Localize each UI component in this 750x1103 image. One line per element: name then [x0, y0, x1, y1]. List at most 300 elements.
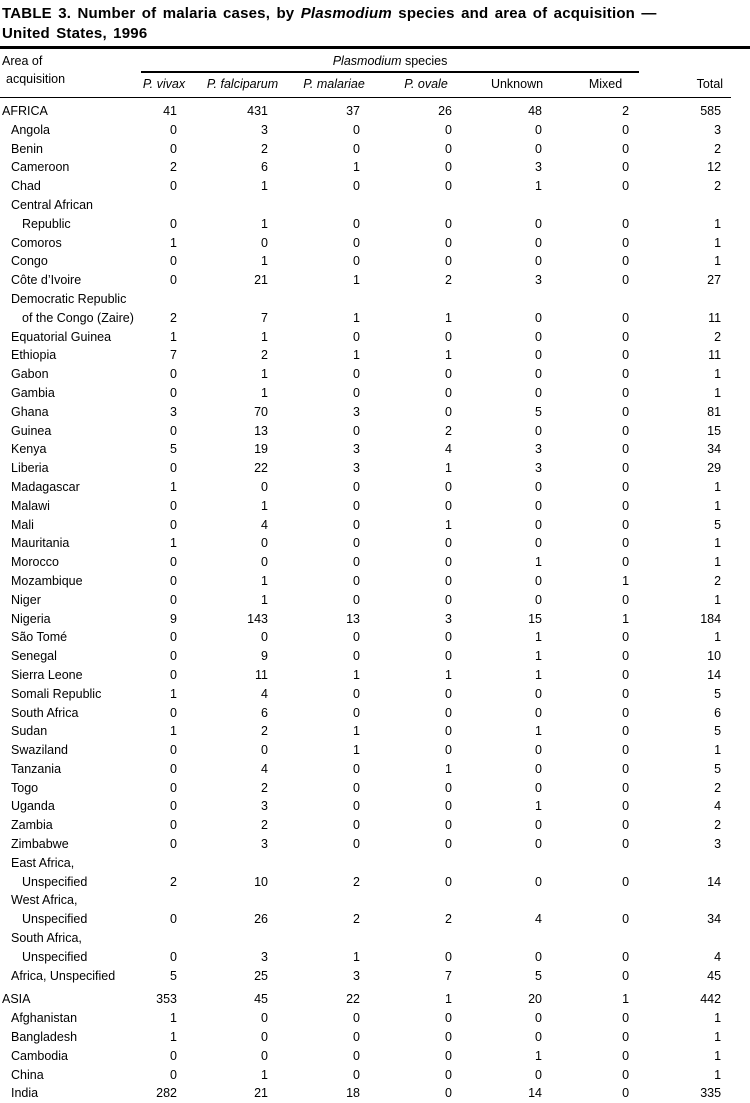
area-cell: Côte d’Ivoire	[0, 271, 141, 290]
total-cell: 2	[639, 328, 731, 347]
value-cell: 1	[187, 384, 278, 403]
value-cell: 0	[462, 1009, 552, 1028]
value-cell: 0	[141, 177, 187, 196]
table-row	[0, 985, 731, 1009]
value-cell: 0	[552, 121, 639, 140]
value-cell: 1	[141, 685, 187, 704]
total-cell: 1	[639, 497, 731, 516]
area-cell: Mali	[0, 516, 141, 535]
value-cell: 0	[278, 591, 370, 610]
value-cell: 0	[187, 234, 278, 253]
value-cell: 9	[187, 647, 278, 666]
area-cell: Benin	[0, 140, 141, 159]
value-cell: 0	[141, 1066, 187, 1085]
value-cell: 0	[462, 685, 552, 704]
table-row	[0, 140, 731, 159]
value-cell: 0	[141, 497, 187, 516]
area-cell: Madagascar	[0, 478, 141, 497]
value-cell: 0	[462, 365, 552, 384]
value-cell: 0	[370, 497, 462, 516]
total-cell: 5	[639, 685, 731, 704]
total-cell: 5	[639, 760, 731, 779]
area-cell: Comoros	[0, 234, 141, 253]
table-row	[0, 572, 731, 591]
value-cell: 0	[552, 704, 639, 723]
value-cell: 0	[462, 779, 552, 798]
value-cell: 0	[552, 1009, 639, 1028]
value-cell: 0	[278, 704, 370, 723]
value-cell: 0	[141, 779, 187, 798]
value-cell: 1	[141, 1028, 187, 1047]
value-cell: 0	[552, 365, 639, 384]
value-cell: 1	[552, 610, 639, 629]
total-cell: 81	[639, 403, 731, 422]
value-cell: 1	[278, 346, 370, 365]
total-cell: 1	[639, 591, 731, 610]
value-cell: 0	[370, 704, 462, 723]
value-cell: 0	[370, 591, 462, 610]
total-cell: 6	[639, 704, 731, 723]
area-of-acquisition-header	[0, 49, 141, 98]
value-cell: 0	[141, 140, 187, 159]
value-cell: 0	[370, 1047, 462, 1066]
value-cell: 0	[462, 816, 552, 835]
value-cell: 0	[370, 234, 462, 253]
area-cell: Zimbabwe	[0, 835, 141, 854]
value-cell: 1	[187, 591, 278, 610]
value-cell: 3	[278, 967, 370, 986]
value-cell: 0	[552, 816, 639, 835]
value-cell: 0	[278, 553, 370, 572]
area-cell: Ghana	[0, 403, 141, 422]
value-cell: 0	[552, 346, 639, 365]
title-text-end: species and area of acquisition —	[392, 5, 657, 22]
total-cell: 15	[639, 422, 731, 441]
total-cell: 10	[639, 647, 731, 666]
value-cell: 0	[141, 252, 187, 271]
value-cell: 3	[187, 929, 278, 967]
value-cell: 26	[370, 98, 462, 121]
value-cell: 0	[278, 365, 370, 384]
area-cell: East Africa, Unspecified	[0, 854, 141, 892]
value-cell: 0	[370, 252, 462, 271]
table-row	[0, 722, 731, 741]
table-row	[0, 553, 731, 572]
value-cell: 15	[462, 610, 552, 629]
value-cell: 0	[278, 234, 370, 253]
table-row	[0, 516, 731, 535]
value-cell: 3	[370, 610, 462, 629]
value-cell: 45	[187, 985, 278, 1009]
value-cell: 0	[278, 628, 370, 647]
value-cell: 3	[141, 403, 187, 422]
area-cell: Nigeria	[0, 610, 141, 629]
value-cell: 0	[141, 741, 187, 760]
value-cell: 0	[278, 384, 370, 403]
total-cell: 3	[639, 121, 731, 140]
total-cell: 12	[639, 158, 731, 177]
value-cell: 0	[552, 497, 639, 516]
total-cell: 1	[639, 478, 731, 497]
value-cell: 143	[187, 610, 278, 629]
total-cell: 4	[639, 929, 731, 967]
value-cell: 1	[187, 497, 278, 516]
value-cell: 1	[187, 252, 278, 271]
total-cell: 1	[639, 365, 731, 384]
value-cell: 0	[370, 929, 462, 967]
value-cell: 0	[278, 516, 370, 535]
value-cell: 0	[278, 497, 370, 516]
value-cell: 5	[462, 403, 552, 422]
value-cell: 1	[370, 290, 462, 328]
table-row	[0, 891, 731, 929]
value-cell: 0	[187, 628, 278, 647]
value-cell: 0	[370, 816, 462, 835]
table-row	[0, 1066, 731, 1085]
value-cell: 0	[462, 741, 552, 760]
area-cell: ASIA	[0, 985, 141, 1009]
value-cell: 0	[552, 440, 639, 459]
value-cell: 1	[370, 666, 462, 685]
value-cell: 4	[187, 685, 278, 704]
table-row	[0, 196, 731, 234]
total-cell: 442	[639, 985, 731, 1009]
value-cell: 0	[141, 666, 187, 685]
value-cell: 1	[141, 328, 187, 347]
value-cell: 0	[552, 591, 639, 610]
value-cell: 1	[370, 516, 462, 535]
table-row	[0, 290, 731, 328]
value-cell: 5	[462, 967, 552, 986]
value-cell: 13	[278, 610, 370, 629]
table-row	[0, 497, 731, 516]
value-cell: 70	[187, 403, 278, 422]
value-cell: 0	[552, 1047, 639, 1066]
table-row	[0, 271, 731, 290]
value-cell: 5	[141, 967, 187, 986]
value-cell: 7	[370, 967, 462, 986]
value-cell: 0	[141, 760, 187, 779]
header-row-1	[0, 49, 731, 72]
value-cell: 0	[141, 591, 187, 610]
table-row	[0, 459, 731, 478]
value-cell: 22	[278, 985, 370, 1009]
value-cell: 0	[370, 121, 462, 140]
total-cell: 14	[639, 666, 731, 685]
total-cell: 5	[639, 516, 731, 535]
area-cell: Central African Republic	[0, 196, 141, 234]
value-cell: 3	[187, 797, 278, 816]
value-cell: 0	[278, 1047, 370, 1066]
value-cell: 0	[278, 328, 370, 347]
value-cell: 431	[187, 98, 278, 121]
area-cell: Liberia	[0, 459, 141, 478]
value-cell: 0	[278, 760, 370, 779]
value-cell: 1	[141, 1009, 187, 1028]
value-cell: 0	[462, 760, 552, 779]
value-cell: 2	[187, 346, 278, 365]
area-cell: Mauritania	[0, 534, 141, 553]
column-header: Mixed	[552, 72, 639, 98]
value-cell: 2	[141, 158, 187, 177]
table-row	[0, 854, 731, 892]
value-cell: 1	[462, 666, 552, 685]
value-cell: 0	[187, 553, 278, 572]
value-cell: 14	[462, 1084, 552, 1103]
value-cell: 26	[187, 891, 278, 929]
area-cell: Cambodia	[0, 1047, 141, 1066]
malaria-cases-table	[0, 49, 731, 1103]
area-cell: Gambia	[0, 384, 141, 403]
table-row	[0, 816, 731, 835]
value-cell: 0	[141, 647, 187, 666]
value-cell: 2	[370, 422, 462, 441]
value-cell: 0	[462, 704, 552, 723]
value-cell: 18	[278, 1084, 370, 1103]
total-cell: 29	[639, 459, 731, 478]
area-cell: Uganda	[0, 797, 141, 816]
table-row	[0, 121, 731, 140]
value-cell: 1	[141, 478, 187, 497]
total-cell: 1	[639, 196, 731, 234]
value-cell: 0	[141, 835, 187, 854]
value-cell: 0	[370, 797, 462, 816]
table-row	[0, 252, 731, 271]
value-cell: 2	[187, 816, 278, 835]
value-cell: 0	[141, 459, 187, 478]
value-cell: 1	[187, 572, 278, 591]
area-cell: Senegal	[0, 647, 141, 666]
table-row	[0, 346, 731, 365]
value-cell: 0	[462, 516, 552, 535]
value-cell: 0	[278, 685, 370, 704]
value-cell: 0	[141, 929, 187, 967]
value-cell: 0	[552, 797, 639, 816]
value-cell: 0	[552, 835, 639, 854]
value-cell: 0	[552, 384, 639, 403]
value-cell: 1	[462, 177, 552, 196]
value-cell: 0	[552, 290, 639, 328]
value-cell: 0	[370, 403, 462, 422]
value-cell: 3	[462, 158, 552, 177]
value-cell: 1	[370, 459, 462, 478]
value-cell: 0	[552, 177, 639, 196]
area-cell: India	[0, 1084, 141, 1103]
total-cell: 1	[639, 384, 731, 403]
value-cell: 0	[278, 252, 370, 271]
value-cell: 0	[278, 534, 370, 553]
value-cell: 0	[370, 177, 462, 196]
value-cell: 1	[370, 346, 462, 365]
value-cell: 1	[187, 196, 278, 234]
value-cell: 0	[278, 1066, 370, 1085]
total-cell: 3	[639, 835, 731, 854]
area-cell: Cameroon	[0, 158, 141, 177]
total-cell: 2	[639, 816, 731, 835]
value-cell: 0	[462, 591, 552, 610]
value-cell: 0	[462, 346, 552, 365]
value-cell: 1	[462, 722, 552, 741]
area-cell: Guinea	[0, 422, 141, 441]
total-cell: 2	[639, 572, 731, 591]
value-cell: 0	[552, 534, 639, 553]
value-cell: 3	[462, 440, 552, 459]
total-cell: 335	[639, 1084, 731, 1103]
value-cell: 25	[187, 967, 278, 986]
value-cell: 37	[278, 98, 370, 121]
value-cell: 1	[278, 666, 370, 685]
total-cell: 2	[639, 779, 731, 798]
value-cell: 0	[462, 854, 552, 892]
table-row	[0, 647, 731, 666]
title-species-italic: Plasmodium	[301, 5, 392, 22]
area-cell: Sierra Leone	[0, 666, 141, 685]
value-cell: 0	[552, 779, 639, 798]
table-row	[0, 98, 731, 121]
total-cell: 1	[639, 1066, 731, 1085]
value-cell: 0	[370, 628, 462, 647]
value-cell: 0	[141, 1047, 187, 1066]
value-cell: 1	[141, 534, 187, 553]
table-body	[0, 98, 731, 1103]
total-cell: 1	[639, 1047, 731, 1066]
value-cell: 2	[141, 290, 187, 328]
value-cell: 0	[462, 422, 552, 441]
value-cell: 0	[462, 234, 552, 253]
value-cell: 4	[187, 760, 278, 779]
total-cell: 1	[639, 628, 731, 647]
value-cell: 0	[370, 365, 462, 384]
value-cell: 0	[370, 478, 462, 497]
value-cell: 2	[187, 779, 278, 798]
value-cell: 0	[370, 1066, 462, 1085]
value-cell: 0	[462, 929, 552, 967]
value-cell: 1	[278, 290, 370, 328]
value-cell: 0	[187, 478, 278, 497]
total-cell: 1	[639, 252, 731, 271]
value-cell: 0	[278, 196, 370, 234]
total-cell: 1	[639, 534, 731, 553]
value-cell: 2	[278, 891, 370, 929]
value-cell: 0	[141, 516, 187, 535]
area-header-line-2: acquisition	[2, 70, 141, 88]
value-cell: 0	[370, 553, 462, 572]
value-cell: 2	[187, 140, 278, 159]
area-cell: Africa, Unspecified	[0, 967, 141, 986]
total-column-header: Total	[639, 49, 731, 98]
value-cell: 0	[370, 196, 462, 234]
value-cell: 3	[462, 459, 552, 478]
value-cell: 0	[187, 1028, 278, 1047]
total-cell: 11	[639, 290, 731, 328]
value-cell: 0	[552, 478, 639, 497]
value-cell: 2	[552, 98, 639, 121]
value-cell: 0	[370, 835, 462, 854]
value-cell: 0	[552, 967, 639, 986]
value-cell: 0	[278, 1028, 370, 1047]
value-cell: 0	[370, 384, 462, 403]
value-cell: 1	[552, 572, 639, 591]
value-cell: 0	[552, 854, 639, 892]
value-cell: 0	[141, 196, 187, 234]
value-cell: 0	[462, 196, 552, 234]
value-cell: 0	[552, 628, 639, 647]
value-cell: 0	[278, 797, 370, 816]
title-line-2: United States, 1996	[2, 24, 748, 44]
value-cell: 1	[278, 722, 370, 741]
column-header: P. falciparum	[187, 72, 278, 98]
table-row	[0, 534, 731, 553]
total-cell: 4	[639, 797, 731, 816]
value-cell: 0	[141, 365, 187, 384]
value-cell: 0	[278, 177, 370, 196]
value-cell: 2	[370, 891, 462, 929]
value-cell: 0	[370, 722, 462, 741]
value-cell: 0	[141, 891, 187, 929]
area-cell: South Africa, Unspecified	[0, 929, 141, 967]
value-cell: 0	[278, 835, 370, 854]
column-header: P. vivax	[141, 72, 187, 98]
area-cell: AFRICA	[0, 98, 141, 121]
species-group-rest: species	[402, 54, 448, 68]
value-cell: 1	[278, 271, 370, 290]
value-cell: 9	[141, 610, 187, 629]
value-cell: 6	[187, 704, 278, 723]
value-cell: 1	[552, 985, 639, 1009]
area-cell: Zambia	[0, 816, 141, 835]
value-cell: 1	[462, 1047, 552, 1066]
value-cell: 0	[370, 158, 462, 177]
value-cell: 0	[552, 196, 639, 234]
value-cell: 21	[187, 271, 278, 290]
value-cell: 1	[462, 647, 552, 666]
area-cell: Democratic Republic of the Congo (Zaire)	[0, 290, 141, 328]
value-cell: 0	[552, 403, 639, 422]
value-cell: 3	[278, 459, 370, 478]
total-cell: 1	[639, 553, 731, 572]
table-row	[0, 741, 731, 760]
value-cell: 0	[462, 572, 552, 591]
area-cell: Congo	[0, 252, 141, 271]
value-cell: 0	[462, 497, 552, 516]
value-cell: 0	[552, 553, 639, 572]
area-cell: Equatorial Guinea	[0, 328, 141, 347]
total-cell: 27	[639, 271, 731, 290]
value-cell: 0	[552, 722, 639, 741]
area-cell: Somali Republic	[0, 685, 141, 704]
area-cell: Mozambique	[0, 572, 141, 591]
value-cell: 0	[552, 140, 639, 159]
value-cell: 1	[187, 177, 278, 196]
total-cell: 2	[639, 177, 731, 196]
value-cell: 1	[278, 158, 370, 177]
value-cell: 0	[141, 628, 187, 647]
value-cell: 0	[278, 422, 370, 441]
total-cell: 585	[639, 98, 731, 121]
total-cell: 45	[639, 967, 731, 986]
value-cell: 0	[141, 271, 187, 290]
value-cell: 11	[187, 666, 278, 685]
area-cell: Ethiopia	[0, 346, 141, 365]
area-cell: Gabon	[0, 365, 141, 384]
total-cell: 11	[639, 346, 731, 365]
species-group-italic: Plasmodium	[333, 54, 402, 68]
value-cell: 0	[552, 271, 639, 290]
value-cell: 0	[462, 140, 552, 159]
value-cell: 7	[141, 346, 187, 365]
title-line-1	[2, 4, 748, 24]
value-cell: 0	[278, 816, 370, 835]
